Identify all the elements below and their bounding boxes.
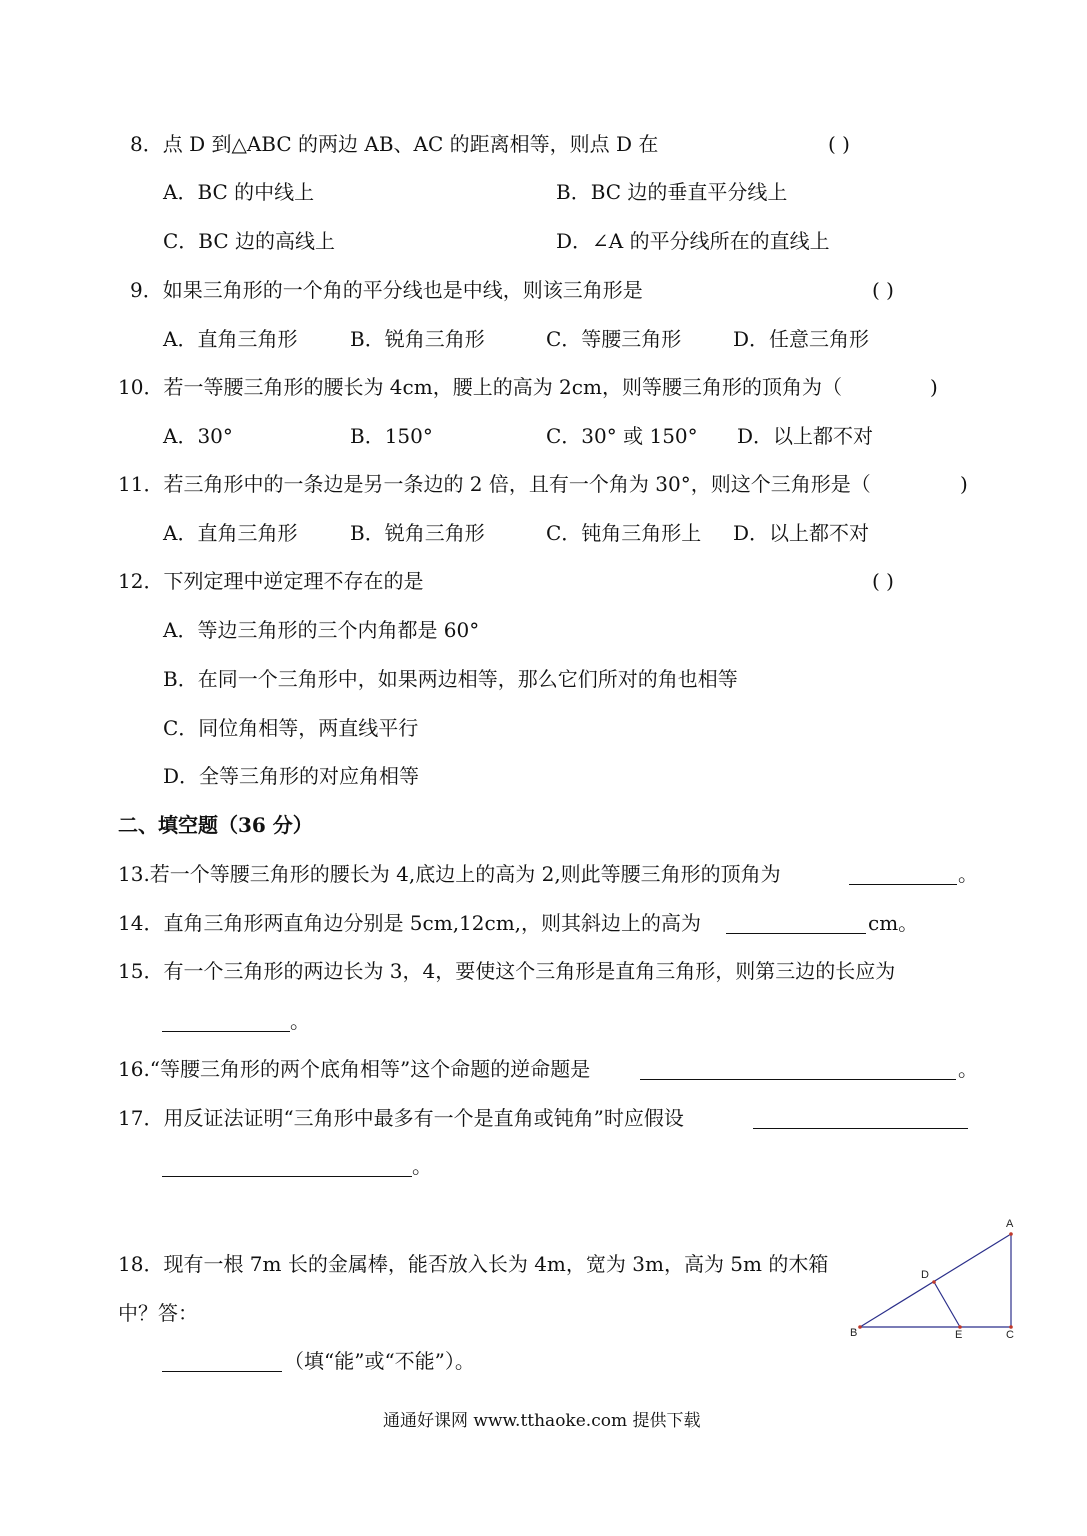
label-a: A — [1006, 1218, 1014, 1230]
segment-ba — [860, 1234, 1011, 1327]
q16-answer-blank[interactable] — [640, 1079, 956, 1080]
q8-option-a: A．BC 的中线上 — [163, 180, 315, 204]
q9-option-c: C．等腰三角形 — [546, 327, 682, 351]
q8-option-b: B．BC 边的垂直平分线上 — [556, 180, 788, 204]
q18-answer-blank[interactable] — [162, 1371, 282, 1372]
q12-option-a: A．等边三角形的三个内角都是 60° — [163, 618, 480, 642]
q10-stem: 10．若一等腰三角形的腰长为 4cm，腰上的高为 2cm，则等腰三角形的顶角为（ — [118, 375, 842, 399]
label-e: E — [955, 1329, 963, 1341]
point-d — [932, 1280, 936, 1284]
q15-answer-blank[interactable] — [162, 1031, 290, 1032]
q18-text-line1: 18．现有一根 7m 长的金属棒，能否放入长为 4m，宽为 3m，高为 5m 的木箱 — [118, 1252, 829, 1276]
q11-option-a: A．直角三角形 — [163, 521, 298, 545]
q9-option-b: B．锐角三角形 — [350, 327, 485, 351]
label-d: D — [921, 1269, 929, 1281]
q11-option-b: B．锐角三角形 — [350, 521, 485, 545]
triangle-figure — [840, 1212, 1030, 1350]
q17-answer-blank-1[interactable] — [753, 1128, 968, 1129]
q14-text: 14．直角三角形两直角边分别是 5cm,12cm,，则其斜边上的高为 — [118, 911, 702, 935]
q14-answer-blank[interactable] — [726, 933, 866, 934]
q11-stem: 11．若三角形中的一条边是另一条边的 2 倍，且有一个角为 30°，则这个三角形是（ — [118, 472, 871, 496]
q14-end: cm。 — [868, 911, 919, 935]
label-c: C — [1006, 1329, 1014, 1341]
q10-option-a: A．30° — [163, 424, 233, 448]
q11-option-c: C．钝角三角形上 — [546, 521, 702, 545]
q8-option-c: C．BC 边的高线上 — [163, 229, 336, 253]
q16-end: 。 — [958, 1057, 978, 1081]
label-b: B — [850, 1327, 858, 1339]
q9-option-d: D．任意三角形 — [733, 327, 870, 351]
q16-text: 16.“等腰三角形的两个底角相等”这个命题的逆命题是 — [118, 1057, 591, 1081]
triangle-lines — [860, 1234, 1011, 1327]
q12-stem: 12．下列定理中逆定理不存在的是 — [118, 569, 424, 593]
q17-end: 。 — [412, 1154, 432, 1178]
q8-stem: 8．点 D 到△ABC 的两边 AB、AC 的距离相等，则点 D 在 — [130, 132, 659, 156]
q13-answer-blank[interactable] — [849, 884, 957, 885]
q12-option-c: C．同位角相等，两直线平行 — [163, 716, 419, 740]
q10-answer-paren: ) — [930, 375, 938, 399]
q8-answer-paren: ( ) — [828, 132, 850, 156]
q15-text: 15．有一个三角形的两边长为 3，4，要使这个三角形是直角三角形，则第三边的长应为 — [118, 959, 896, 983]
q9-answer-paren: ( ) — [872, 278, 894, 302]
q17-answer-blank-2[interactable] — [162, 1176, 412, 1177]
q9-option-a: A．直角三角形 — [163, 327, 298, 351]
q18-end: （填“能”或“不能”）。 — [284, 1349, 475, 1373]
q17-text: 17．用反证法证明“三角形中最多有一个是直角或钝角”时应假设 — [118, 1106, 684, 1130]
q12-option-d: D．全等三角形的对应角相等 — [163, 764, 420, 788]
point-b — [858, 1325, 862, 1329]
q11-option-d: D．以上都不对 — [733, 521, 870, 545]
q12-option-b: B．在同一个三角形中，如果两边相等，那么它们所对的角也相等 — [163, 667, 738, 691]
segment-de — [934, 1282, 960, 1327]
q15-end: 。 — [290, 1009, 310, 1033]
point-a — [1009, 1232, 1013, 1236]
q8-option-d: D．∠A 的平分线所在的直线上 — [556, 229, 830, 253]
section-heading: 二、填空题（36 分） — [118, 813, 313, 837]
q13-end: 。 — [958, 862, 978, 886]
q10-option-b: B．150° — [350, 424, 433, 448]
q13-text: 13.若一个等腰三角形的腰长为 4,底边上的高为 2,则此等腰三角形的顶角为 — [118, 862, 781, 886]
page-footer: 通通好课网 www.tthaoke.com 提供下载 — [383, 1411, 701, 1431]
q10-option-d: D．以上都不对 — [737, 424, 874, 448]
q11-answer-paren: ) — [960, 472, 968, 496]
q9-stem: 9．如果三角形的一个角的平分线也是中线，则该三角形是 — [130, 278, 643, 302]
q10-option-c: C．30° 或 150° — [546, 424, 698, 448]
q18-text-line2: 中？答： — [118, 1301, 198, 1325]
q12-answer-paren: ( ) — [872, 569, 894, 593]
